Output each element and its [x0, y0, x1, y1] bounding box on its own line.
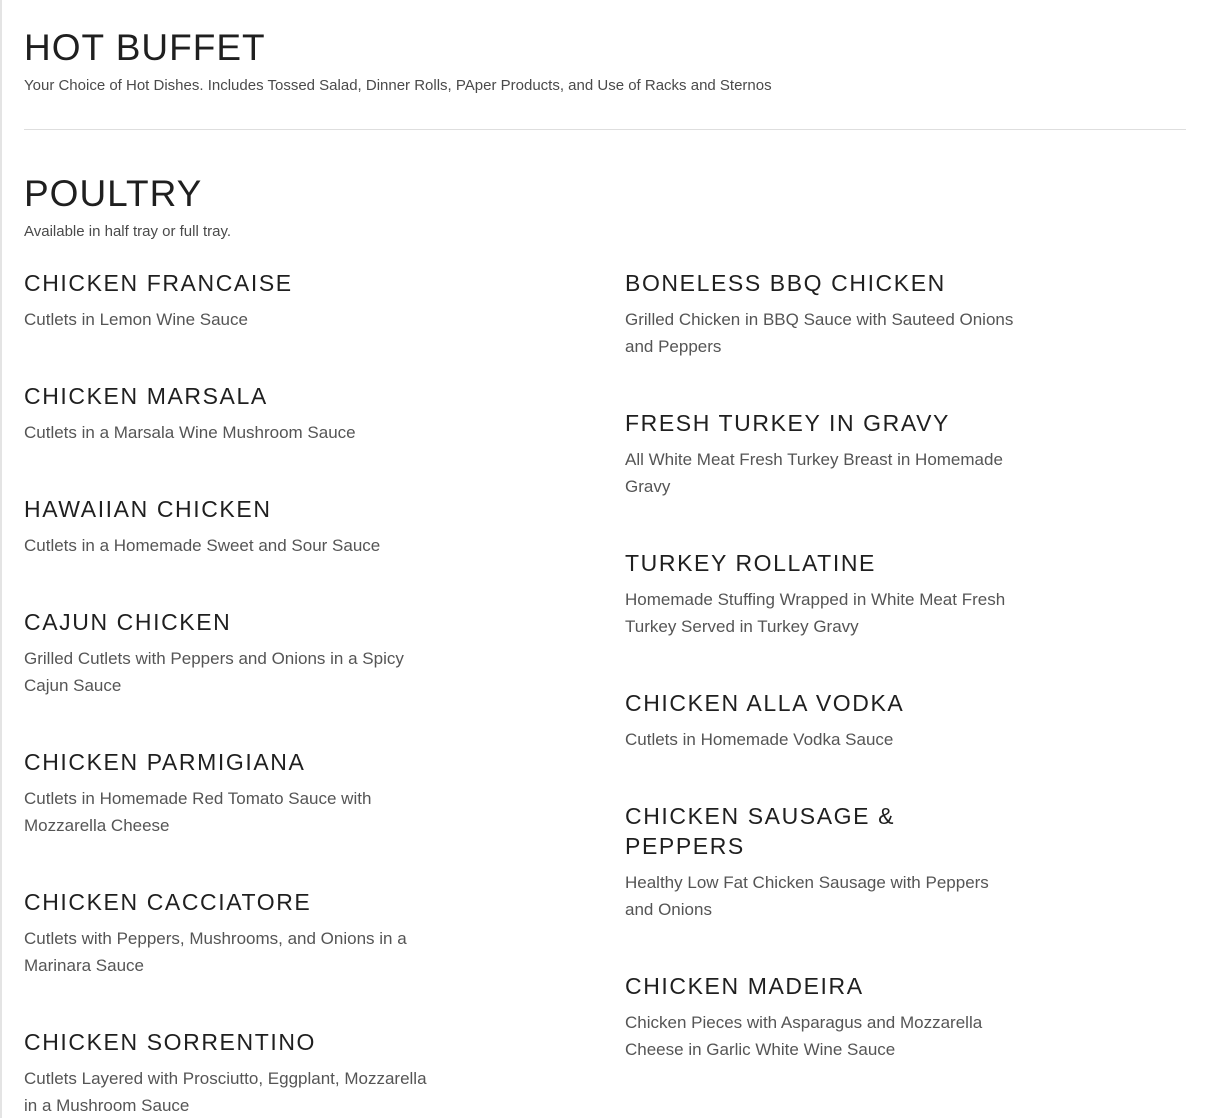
menu-item-description: Grilled Chicken in BBQ Sauce with Sauteed Onions and Peppers: [625, 310, 1014, 356]
menu-item-name: CAJUN CHICKEN: [24, 609, 232, 635]
menu-item-description: Chicken Pieces with Asparagus and Mozzarella Cheese in Garlic White Wine Sauce: [625, 1013, 983, 1059]
menu-item-name: CHICKEN CACCIATORE: [24, 889, 312, 915]
menu-item: [24, 747, 444, 839]
section-note: Available in half tray or full tray.: [24, 223, 232, 240]
menu-item-description: Cutlets in Homemade Vodka Sauce: [625, 730, 894, 749]
menu-item: [625, 408, 1045, 500]
menu-item-name: CHICKEN MADEIRA: [625, 973, 864, 999]
menu-item-description: Cutlets in Lemon Wine Sauce: [24, 310, 248, 329]
menu-item-description: Cutlets in a Homemade Sweet and Sour Sauce: [24, 536, 381, 555]
page-title: HOT BUFFET: [24, 27, 266, 68]
menu-item-name: FRESH TURKEY IN GRAVY: [625, 410, 950, 436]
menu-item-name: BONELESS BBQ CHICKEN: [625, 270, 946, 296]
menu-item: [625, 548, 1045, 640]
menu-item: [24, 494, 444, 559]
menu-item: [24, 268, 444, 333]
menu-item: [24, 1027, 444, 1118]
menu-item-name: TURKEY ROLLATINE: [625, 550, 876, 576]
menu-item-description: Homemade Stuffing Wrapped in White Meat Fresh Turkey Served in Turkey Gravy: [625, 590, 1006, 636]
menu-item: [24, 887, 444, 979]
menu-item-description: Cutlets Layered with Prosciutto, Eggplant, Mozzarella in a Mushroom Sauce: [24, 1069, 427, 1115]
menu-item-name: HAWAIIAN CHICKEN: [24, 496, 272, 522]
menu-item-name: CHICKEN SAUSAGE & PEPPERS: [625, 803, 896, 859]
menu-item-name: CHICKEN PARMIGIANA: [24, 749, 306, 775]
menu-item-description: Grilled Cutlets with Peppers and Onions in a Spicy Cajun Sauce: [24, 649, 404, 695]
menu-item: [24, 381, 444, 446]
menu-item: [24, 607, 444, 699]
menu-item-description: Cutlets in Homemade Red Tomato Sauce with Mozzarella Cheese: [24, 789, 372, 835]
menu-item-name: CHICKEN SORRENTINO: [24, 1029, 317, 1055]
section-divider: [24, 129, 1186, 130]
menu-item-name: CHICKEN MARSALA: [24, 383, 268, 409]
section-title: POULTRY: [24, 173, 203, 214]
menu-item: [625, 688, 1045, 753]
menu-item-description: All White Meat Fresh Turkey Breast in Homemade Gravy: [625, 450, 1003, 496]
menu-item: [625, 971, 1045, 1063]
menu-item-description: Healthy Low Fat Chicken Sausage with Peppers and Onions: [625, 873, 989, 919]
menu-item-name: CHICKEN FRANCAISE: [24, 270, 293, 296]
menu-item-description: Cutlets with Peppers, Mushrooms, and Onions in a Marinara Sauce: [24, 929, 407, 975]
page-subtitle: Your Choice of Hot Dishes. Includes Tossed Salad, Dinner Rolls, PAper Products, and Use of Racks and Sternos: [24, 77, 772, 94]
page-left-border: [0, 0, 2, 1118]
menu-item-description: Cutlets in a Marsala Wine Mushroom Sauce: [24, 423, 356, 442]
menu-item-name: CHICKEN ALLA VODKA: [625, 690, 905, 716]
menu-item: [625, 268, 1045, 360]
menu-item: [625, 801, 989, 923]
